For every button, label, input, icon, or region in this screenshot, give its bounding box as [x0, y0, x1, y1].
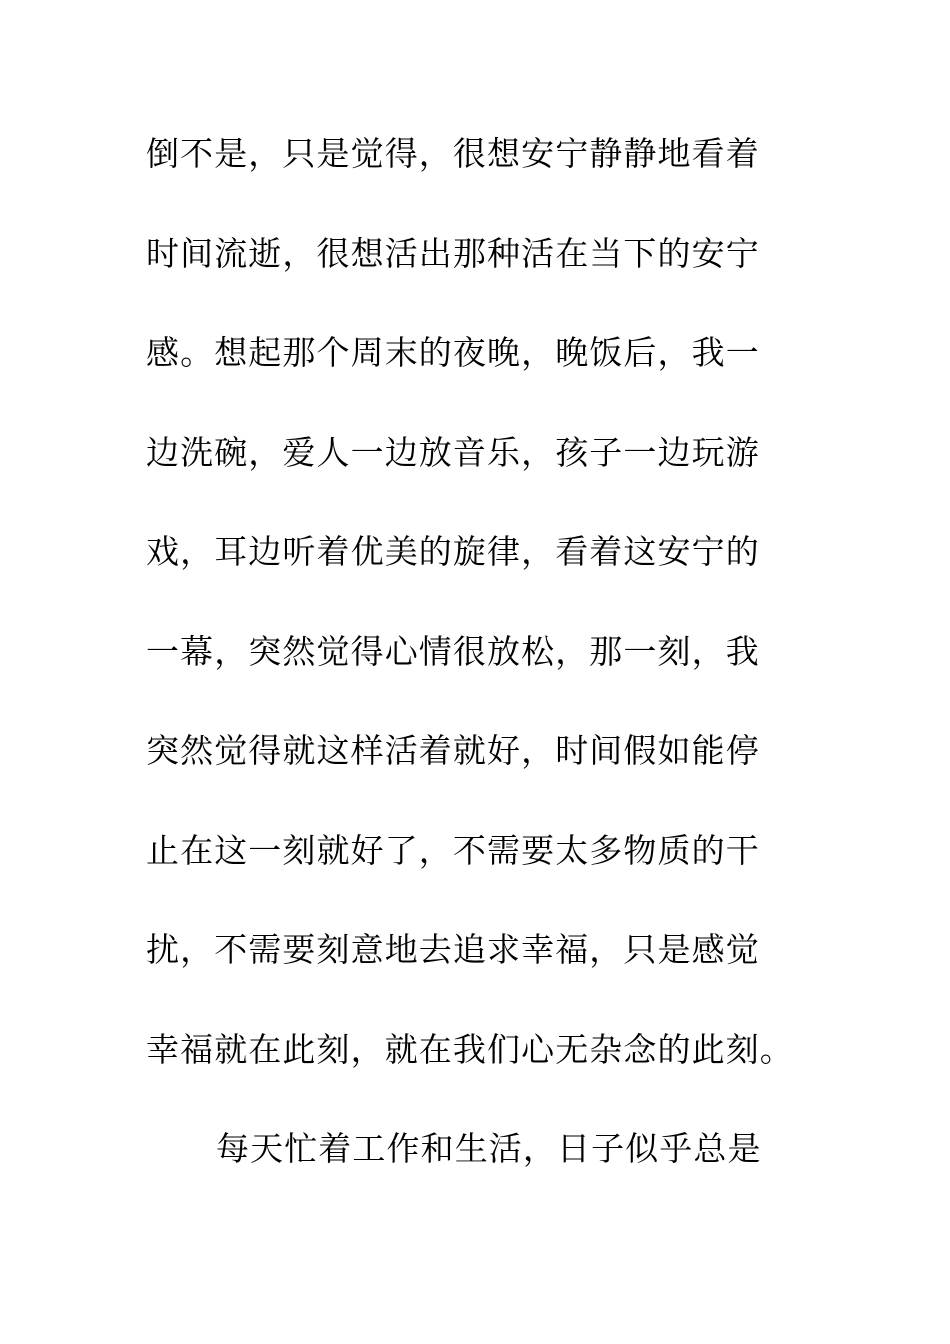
text-line-2: 时间流逝，很想活出那种活在当下的安宁: [146, 233, 760, 273]
text-line-7: 突然觉得就这样活着就好，时间假如能停: [146, 731, 760, 770]
text-line-6: 一幕，突然觉得心情很放松，那一刻，我: [146, 631, 760, 671]
text-line-9: 扰，不需要刻意地去追求幸福，只是感觉: [146, 930, 760, 969]
text-line-5: 戏，耳边听着优美的旋律，看着这安宁的: [146, 532, 760, 571]
text-line-8: 止在这一刻就好了，不需要太多物质的干: [146, 830, 760, 870]
text-line-10: 幸福就在此刻，就在我们心无杂念的此刻。: [146, 1029, 794, 1069]
text-line-11-paragraph-start: 每天忙着工作和生活，日子似乎总是: [216, 1129, 762, 1168]
text-line-1: 倒不是，只是觉得，很想安宁静静地看着: [146, 134, 760, 173]
text-line-4: 边洗碗，爱人一边放音乐，孩子一边玩游: [146, 432, 760, 472]
text-line-3: 感。想起那个周末的夜晚，晚饭后，我一: [146, 333, 760, 372]
body-text: [146, 122, 826, 1217]
